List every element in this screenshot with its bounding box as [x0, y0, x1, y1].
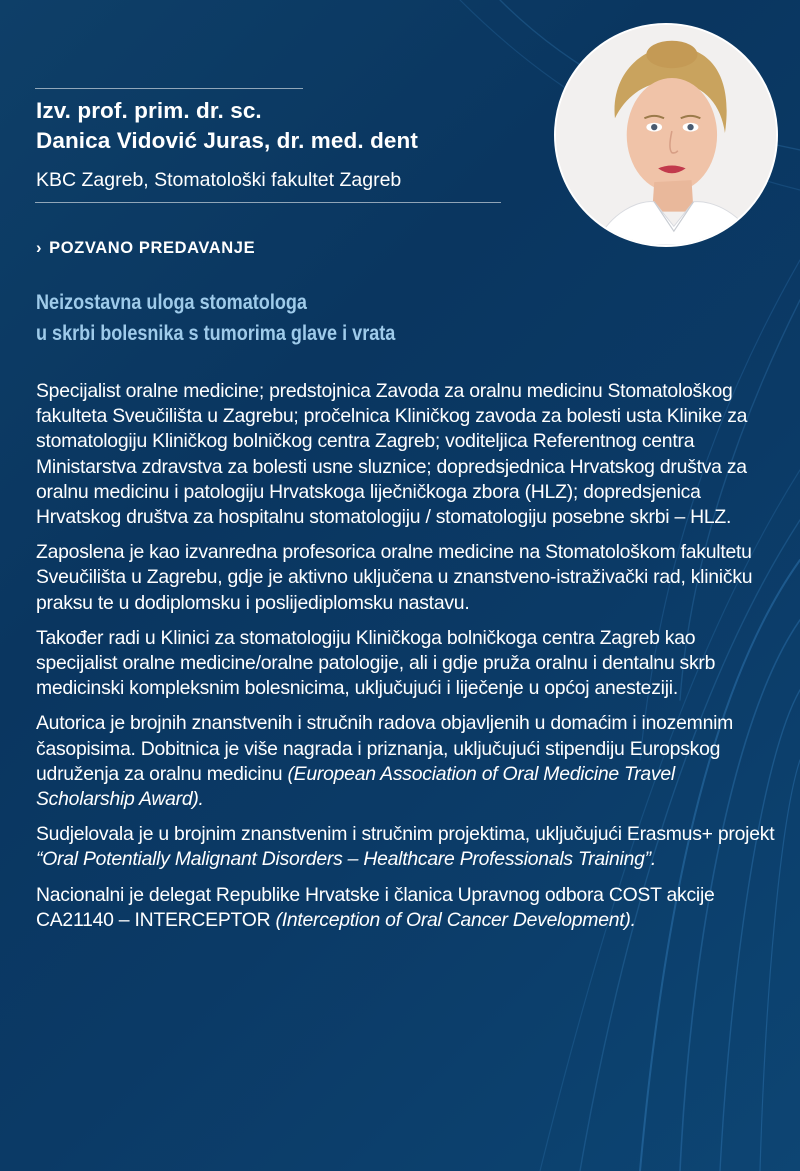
bio-paragraph-4-text: Autorica je brojnih znanstvenih i stručnih radova objavljenih u domaćim i inozemnim časopisima. Dobitnica je više nagrada i priznanja, uključujući stipendiju Europskog udruženja za oralnu medicinu — [36, 712, 734, 785]
chevron-right-icon: › — [36, 239, 43, 257]
lecture-title-line2: u skrbi bolesnika s tumorima glave i vrata — [36, 322, 396, 345]
speaker-photo — [554, 23, 778, 247]
top-divider — [35, 88, 303, 89]
speaker-affiliation: KBC Zagreb, Stomatološki fakultet Zagreb — [36, 169, 402, 191]
bio-paragraph-6-text: Nacionalni je delegat Republike Hrvatske i članica Upravnog odbora COST akcije CA21140 – INTERCEPTOR — [36, 883, 715, 931]
bio-paragraph-5-italic: “Oral Potentially Malignant Disorders – Healthcare Professionals Training”. — [36, 848, 656, 871]
speaker-title — [36, 96, 418, 156]
bio-paragraph-4 — [36, 711, 776, 812]
section-label-text: POZVANO PREDAVANJE — [49, 239, 256, 257]
bio-paragraph-6 — [36, 883, 776, 933]
speaker-biography — [36, 379, 776, 943]
bio-paragraph-1: Specijalist oralne medicine; predstojnica Zavoda za oralnu medicinu Stomatološkog fakulteta Sveučilišta u Zagrebu; pročelnica Kliničkog zavoda za bolesti usta Klinike za stomatologiju Kliničkog bolničkog centra Zagreb; voditeljica Referentnog centra Ministarstva zdravstva za bolesti usne sluznice; dopredsjednica Hrvatskog društva za oralnu medicinu i patologiju Hrvatskoga liječničkoga zbora (HLZ); dopredsjenica Hrvatskog društva za hospitalnu stomatologiju / stomatologiju posebne skrbi – HLZ. — [36, 380, 748, 529]
bio-paragraph-4-italic: (European Association of Oral Medicine Travel Scholarship Award). — [36, 762, 675, 811]
lecture-title-line1: Neizostavna uloga stomatologa — [36, 291, 307, 314]
speaker-name: Danica Vidović Juras, dr. med. dent — [36, 128, 418, 153]
bio-paragraph-2: Zaposlena je kao izvanredna profesorica oralne medicine na Stomatološkom fakultetu Sveučilišta u Zagrebu, gdje je aktivno uključena u znanstveno-istraživački rad, kliničku praksu te u dodiplomsku i poslijediplomsku nastavu. — [36, 541, 753, 614]
lecture-title — [36, 287, 586, 349]
bottom-divider — [35, 202, 501, 203]
section-label — [36, 237, 255, 259]
portrait-illustration — [556, 25, 776, 245]
bio-paragraph-5 — [36, 822, 776, 872]
speaker-title-line1: Izv. prof. prim. dr. sc. — [36, 98, 262, 123]
bio-paragraph-5-text: Sudjelovala je u brojnim znanstvenim i stručnim projektima, uključujući Erasmus+ projekt — [36, 823, 775, 846]
bio-paragraph-6-italic: (Interception of Oral Cancer Development). — [275, 908, 636, 931]
bio-paragraph-3: Također radi u Klinici za stomatologiju Kliničkoga bolničkoga centra Zagreb kao specijalist oralne medicine/oralne patologije, ali i gdje pruža oralnu i dentalnu skrb medicinski kompleksnim bolesnicima, uključujući i liječenje u općoj anesteziji. — [36, 626, 716, 700]
